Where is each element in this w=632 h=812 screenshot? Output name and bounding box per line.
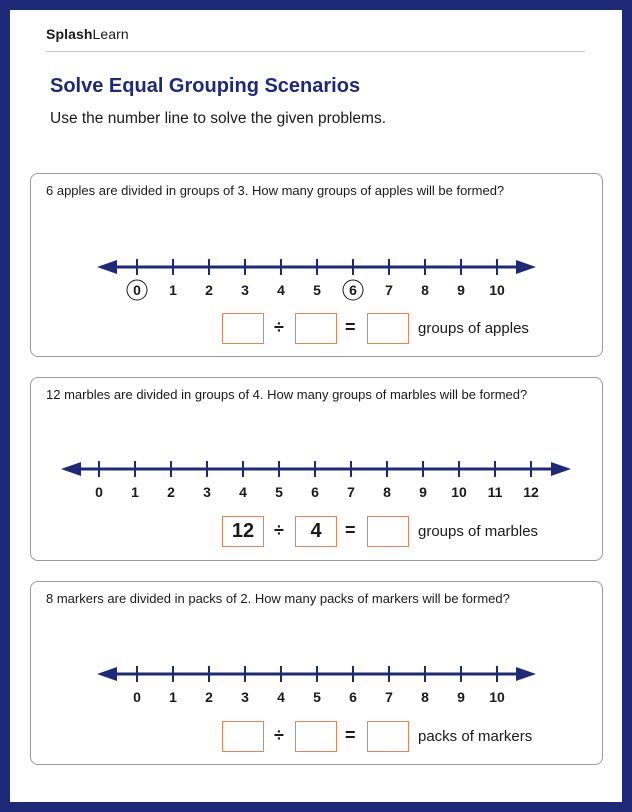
result-label: packs of markers — [418, 728, 533, 745]
tick-label: 4 — [277, 689, 285, 705]
equals-sign: = — [345, 520, 356, 540]
quotient-box[interactable] — [367, 516, 409, 547]
tick-label: 1 — [131, 484, 139, 500]
tick-label: 3 — [203, 484, 211, 500]
tick-label: 11 — [487, 484, 503, 500]
divisor-box[interactable] — [295, 313, 337, 344]
dividend-box[interactable]: 12 — [222, 516, 264, 547]
tick-label: 8 — [421, 282, 429, 298]
tick-label: 2 — [205, 689, 213, 705]
divide-sign: ÷ — [274, 725, 284, 745]
tick-label: 4 — [239, 484, 247, 500]
tick-label: 7 — [385, 689, 393, 705]
tick-label: 6 — [349, 689, 357, 705]
number-line — [31, 582, 602, 722]
problem-card — [30, 581, 603, 765]
tick-label: 3 — [241, 689, 249, 705]
tick-label: 1 — [169, 689, 177, 705]
number-line — [31, 174, 602, 314]
right-arrow-icon — [551, 462, 571, 476]
page-title: Solve Equal Grouping Scenarios — [50, 75, 361, 97]
tick-label: 5 — [313, 282, 321, 298]
tick-label: 10 — [489, 689, 505, 705]
brand-logo — [46, 26, 129, 42]
problem-question: 12 marbles are divided in groups of 4. How many groups of marbles will be formed? — [46, 387, 528, 402]
dividend-box[interactable] — [222, 721, 264, 752]
tick-label: 0 — [133, 689, 141, 705]
tick-label: 8 — [421, 689, 429, 705]
tick-label: 3 — [241, 282, 249, 298]
problem-question: 8 markers are divided in packs of 2. How many packs of markers will be formed? — [46, 591, 510, 606]
equals-sign: = — [345, 725, 356, 745]
tick-label: 2 — [167, 484, 175, 500]
tick-label: 6 — [349, 282, 357, 298]
header-divider — [46, 51, 585, 52]
tick-label: 9 — [419, 484, 427, 500]
divide-sign: ÷ — [274, 317, 284, 337]
tick-label: 0 — [133, 282, 141, 298]
quotient-box[interactable] — [367, 313, 409, 344]
tick-label: 4 — [277, 282, 285, 298]
divisor-box[interactable]: 4 — [295, 516, 337, 547]
result-label: groups of apples — [418, 320, 529, 337]
divide-sign: ÷ — [274, 520, 284, 540]
tick-label: 0 — [95, 484, 103, 500]
left-arrow-icon — [97, 260, 117, 274]
tick-label: 9 — [457, 282, 465, 298]
page-subtitle: Use the number line to solve the given problems. — [50, 110, 387, 127]
dividend-box[interactable] — [222, 313, 264, 344]
tick-label: 9 — [457, 689, 465, 705]
tick-label: 7 — [385, 282, 393, 298]
tick-label: 7 — [347, 484, 355, 500]
problem-question: 6 apples are divided in groups of 3. How many groups of apples will be formed? — [46, 183, 505, 198]
divisor-box[interactable] — [295, 721, 337, 752]
brand-light: Learn — [92, 26, 129, 42]
left-arrow-icon — [61, 462, 81, 476]
worksheet — [10, 10, 622, 802]
left-arrow-icon — [97, 667, 117, 681]
number-line — [31, 378, 602, 518]
right-arrow-icon — [516, 260, 536, 274]
tick-label: 8 — [383, 484, 391, 500]
tick-label: 2 — [205, 282, 213, 298]
problem-card — [30, 377, 603, 561]
tick-label: 5 — [313, 689, 321, 705]
brand-bold: Splash — [46, 26, 93, 42]
quotient-box[interactable] — [367, 721, 409, 752]
problem-card — [30, 173, 603, 357]
tick-label: 10 — [451, 484, 467, 500]
tick-label: 12 — [523, 484, 539, 500]
result-label: groups of marbles — [418, 523, 539, 540]
tick-label: 6 — [311, 484, 319, 500]
right-arrow-icon — [516, 667, 536, 681]
tick-label: 1 — [169, 282, 177, 298]
tick-label: 5 — [275, 484, 283, 500]
equals-sign: = — [345, 317, 356, 337]
tick-label: 10 — [489, 282, 505, 298]
